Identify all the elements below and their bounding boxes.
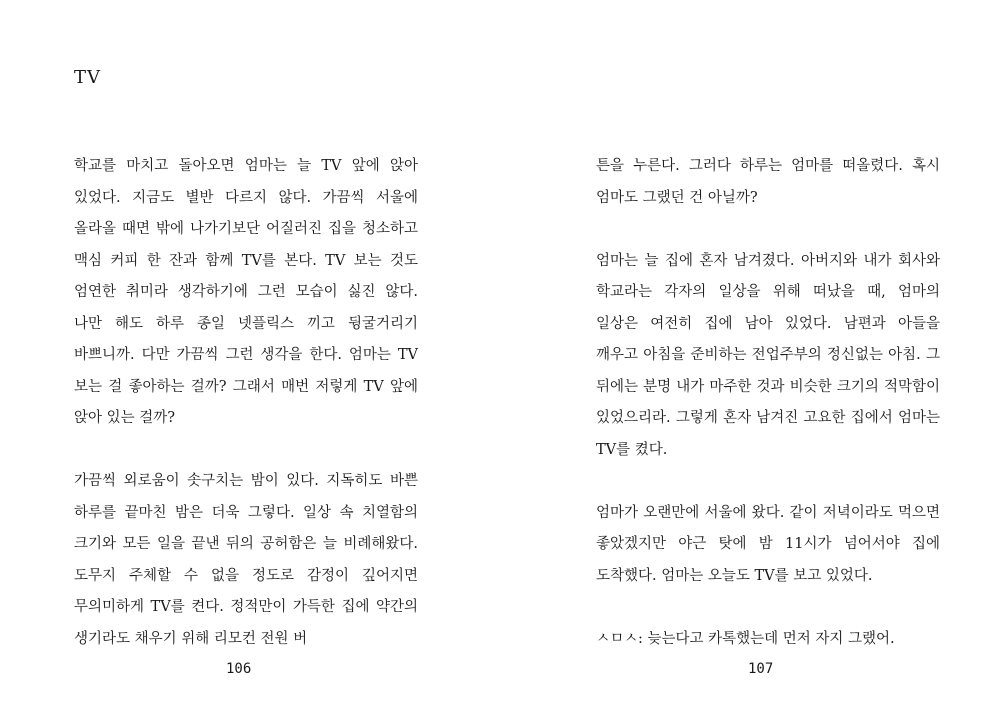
paragraph: 엄마가 오랜만에 서울에 왔다. 같이 저녁이라도 먹으면 좋았겠지만 야근 탓에 밤 11시가 넘어서야 집에 도착했다. 엄마는 오늘도 TV를 보고 있었다. [596, 504, 940, 584]
page-number: 107 [748, 661, 774, 677]
paragraph: 학교를 마치고 돌아오면 엄마는 늘 TV 앞에 앉아 있었다. 지금도 별반 다르지 않다. 가끔씩 서울에 올라올 때면 밖에 나가기보단 어질러진 집을 청소하고 맥심 커피 한 잔과 함께 TV를 본다. TV 보는 것도 엄연한 취미라 생각하기에 그런 모습이 싫진 않다. 나만 해도 하루 종일 넷플릭스 끼고 뒹굴거리기 바쁘니까. 다만 가끔씩 그런 생각을 한다. 엄마는 TV 보는 걸 좋아하는 걸까? 그래서 매번 저렇게 TV 앞에 앉아 있는 걸까? [74, 158, 418, 426]
paragraph: 튼을 누른다. 그러다 하루는 엄마를 떠올렸다. 혹시 엄마도 그랬던 건 아닐까? [596, 158, 940, 206]
page-number: 106 [226, 661, 252, 677]
right-page [500, 0, 1000, 714]
left-page-body [74, 151, 418, 655]
page-title: TV [74, 67, 102, 88]
paragraph: 가끔씩 외로움이 솟구치는 밤이 있다. 지독히도 바쁜 하루를 끝마친 밤은 더욱 그렇다. 일상 속 치열함의 크기와 모든 일을 끝낸 뒤의 공허함은 늘 비례해왔다. 도무지 주체할 수 없을 정도로 감정이 깊어지면 무의미하게 TV를 켠다. 정적만이 가득한 집에 약간의 생기라도 채우기 위해 리모컨 전원 버 [74, 473, 418, 647]
paragraph: ㅅㅁㅅ: 늦는다고 카톡했는데 먼저 자지 그랬어. [596, 630, 895, 647]
right-page-body [596, 151, 940, 655]
paragraph: 엄마는 늘 집에 혼자 남겨졌다. 아버지와 내가 회사와 학교라는 각자의 일상을 위해 떠났을 때, 엄마의 일상은 여전히 집에 남아 있었다. 남편과 아들을 깨우고 아침을 준비하는 전업주부의 정신없는 아침. 그 뒤에는 분명 내가 마주한 것과 비슷한 크기의 적막함이 있었으리라. 그렇게 혼자 남겨진 고요한 집에서 엄마는 TV를 켰다. [596, 252, 940, 458]
